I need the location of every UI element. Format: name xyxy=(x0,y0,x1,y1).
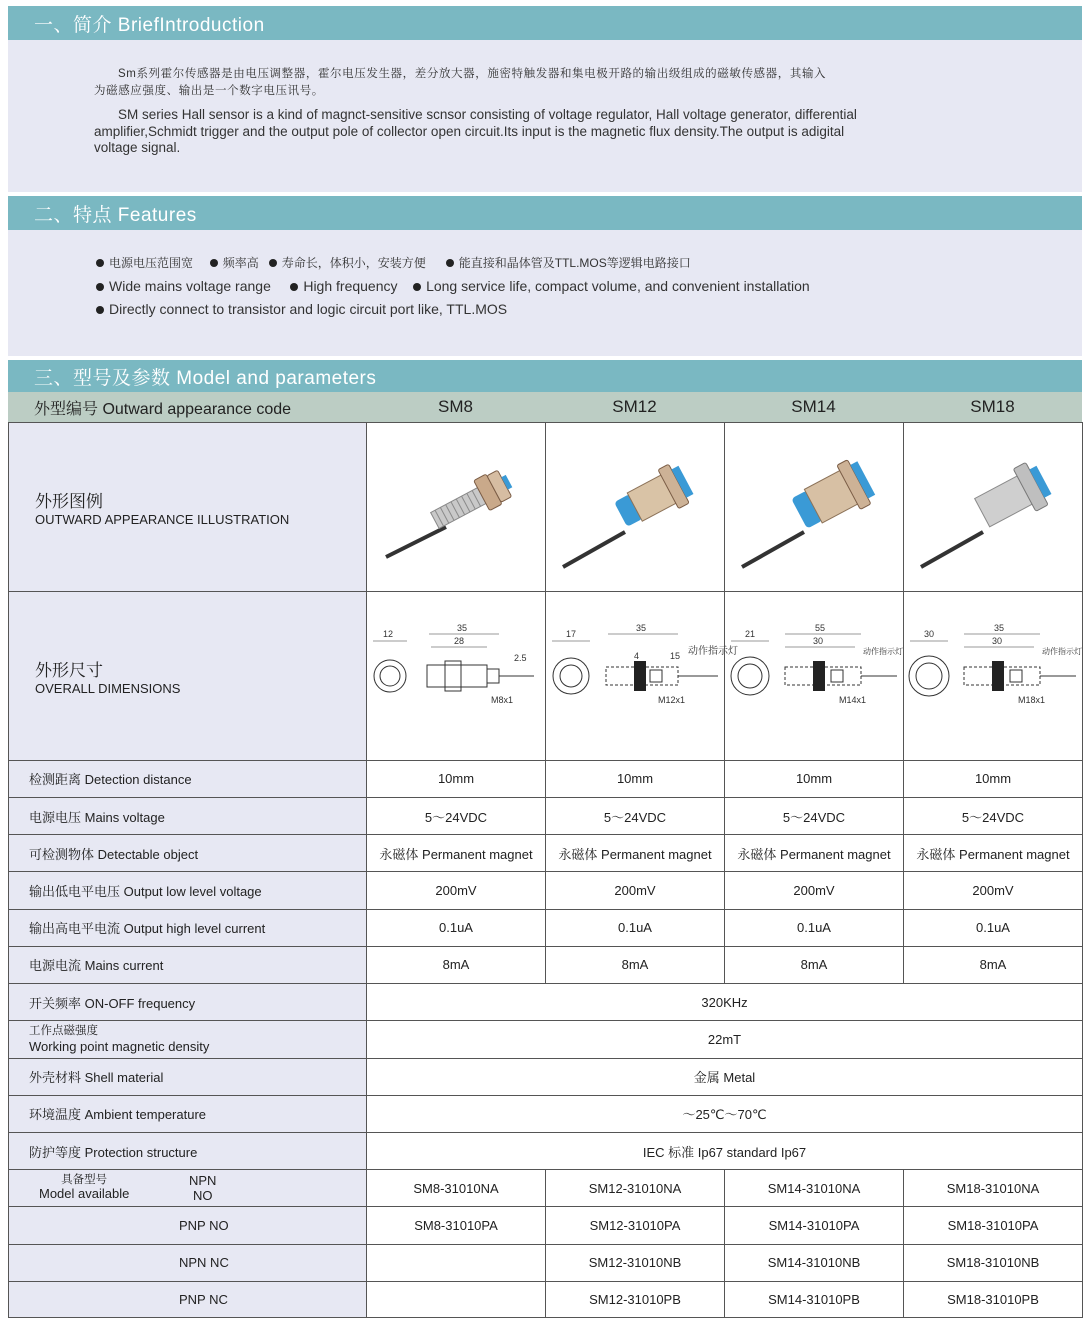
model-cell xyxy=(367,1281,546,1317)
bullet-icon xyxy=(413,283,421,291)
table-row xyxy=(9,946,1083,983)
cell: 0.1uA xyxy=(725,909,904,946)
cell: 5～24VDC xyxy=(904,798,1083,835)
bullet-icon xyxy=(96,306,104,314)
appearance-label: 外形图例 OUTWARD APPEARANCE ILLUSTRATION xyxy=(9,423,367,592)
merged-cell: 320KHz xyxy=(367,984,1083,1021)
model-cell: SM14-31010NB xyxy=(725,1244,904,1281)
model-header-sm18: SM18 xyxy=(970,397,1015,416)
dim-b-sm8: 35 xyxy=(456,622,467,633)
bullet-icon xyxy=(290,283,298,291)
intro-en-line2: amplifier,Schmidt trigger and the output pole of collector open circuit.Its input is the magnetic flux density.The output is adigital xyxy=(94,123,845,139)
features-cn-line xyxy=(96,252,1082,275)
model-header-sm12: SM12 xyxy=(612,397,657,416)
bullet-icon xyxy=(269,259,277,267)
row-label: 输出低电平电压 Output low level voltage xyxy=(9,872,367,909)
model-cell: SM14-31010PB xyxy=(725,1281,904,1317)
merged-cell: 22mT xyxy=(367,1021,1083,1058)
feature-cn: 寿命长，体积小，安装方便 xyxy=(281,256,426,270)
model-row xyxy=(9,1281,1083,1317)
intro-title: 一、简介 BriefIntroduction xyxy=(34,14,265,36)
features-en-line1 xyxy=(96,275,1082,298)
bullet-icon xyxy=(446,259,454,267)
feature-cn: 电源电压范围宽 xyxy=(109,256,194,270)
row-label: 输出高电平电流 Output high level current xyxy=(9,909,367,946)
row-label: 开关频率 ON-OFF frequency xyxy=(9,984,367,1021)
intro-cn-line1: Sm系列霍尔传感器是由电压调整器，霍尔电压发生器，差分放大器，施密特触发器和集电极开路的输出级组成的磁敏传感器，其输入 xyxy=(118,68,827,80)
cell: 0.1uA xyxy=(904,909,1083,946)
sensor-photo-sm12 xyxy=(546,423,725,592)
table-row xyxy=(9,1132,1083,1169)
model-row xyxy=(9,1244,1083,1281)
dim-a-sm18: 30 xyxy=(923,628,934,639)
sensor-photo-sm18 xyxy=(904,423,1083,592)
model-cell: SM12-31010PA xyxy=(546,1207,725,1244)
dim-c-sm18: 30 xyxy=(991,635,1002,646)
model-cell: SM14-31010PA xyxy=(725,1207,904,1244)
cell: 200mV xyxy=(367,872,546,909)
table-row xyxy=(9,835,1083,872)
cell: 5～24VDC xyxy=(725,798,904,835)
dim-c-sm8: 28 xyxy=(453,635,464,646)
row-label: 检测距离 Detection distance xyxy=(9,760,367,797)
model-type-label: PNP NO xyxy=(9,1207,367,1244)
model-row xyxy=(9,1170,1083,1207)
feature-en: Long service life, compact volume, and convenient installation xyxy=(426,278,810,294)
sensor-photo-sm14 xyxy=(725,423,904,592)
cell: 8mA xyxy=(546,946,725,983)
thread-sm18: M18x1 xyxy=(1017,694,1045,705)
table-row xyxy=(9,909,1083,946)
cell: 8mA xyxy=(367,946,546,983)
features-panel xyxy=(8,230,1082,356)
dimension-drawing-sm8 xyxy=(367,591,546,760)
dim-d-sm12: 15 xyxy=(669,650,680,661)
feature-en: Directly connect to transistor and logic circuit port like, TTL.MOS xyxy=(109,301,508,317)
cell: 10mm xyxy=(367,760,546,797)
cell: 5～24VDC xyxy=(546,798,725,835)
appearance-code-label: 外型编号 Outward appearance code xyxy=(34,400,292,418)
model-cell: SM12-31010NA xyxy=(546,1170,725,1207)
thread-sm14: M14x1 xyxy=(838,694,866,705)
feature-cn: 能直接和晶体管及TTL.MOS等逻辑电路接口 xyxy=(458,256,691,270)
dim-b-sm12: 35 xyxy=(635,622,646,633)
cell: 5～24VDC xyxy=(367,798,546,835)
row-label: 电源电压 Mains voltage xyxy=(9,798,367,835)
led-label-sm12: 动作指示灯 xyxy=(687,645,738,657)
sensor-photo-sm8 xyxy=(367,423,546,592)
table-row xyxy=(9,984,1083,1021)
cell: 10mm xyxy=(904,760,1083,797)
dim-d-sm8: 2.5 xyxy=(513,652,527,663)
led-label-sm14: 动作指示灯 xyxy=(862,646,903,656)
table-row xyxy=(9,1021,1083,1058)
model-cell: SM18-31010PB xyxy=(904,1281,1083,1317)
cell: 0.1uA xyxy=(546,909,725,946)
dim-c-sm14: 30 xyxy=(812,635,823,646)
row-label: 可检测物体 Detectable object xyxy=(9,835,367,872)
cell: 永磁体 Permanent magnet xyxy=(904,835,1083,872)
thread-sm12: M12x1 xyxy=(657,694,685,705)
merged-cell: ～25℃～70℃ xyxy=(367,1095,1083,1132)
table-row xyxy=(9,1095,1083,1132)
feature-en: Wide mains voltage range xyxy=(109,278,271,294)
model-cell: SM12-31010PB xyxy=(546,1281,725,1317)
cell: 8mA xyxy=(725,946,904,983)
appearance-code-bar xyxy=(8,392,1082,422)
merged-cell: 金属 Metal xyxy=(367,1058,1083,1095)
led-label-sm18: 动作指示灯 xyxy=(1041,646,1082,656)
cell: 0.1uA xyxy=(367,909,546,946)
dimension-drawing-sm12 xyxy=(546,591,738,760)
features-en-line2 xyxy=(96,298,1082,321)
model-cell: SM14-31010NA xyxy=(725,1170,904,1207)
dimensions-row xyxy=(9,591,1083,760)
model-cell: SM18-31010NA xyxy=(904,1170,1083,1207)
params-section-header xyxy=(8,360,1082,392)
model-available-label: 具备型号 Model available NPN NO xyxy=(9,1170,367,1207)
table-row xyxy=(9,798,1083,835)
row-label: 防护等度 Protection structure xyxy=(9,1132,367,1169)
dim-a-sm12: 17 xyxy=(565,628,576,639)
model-cell: SM18-31010PA xyxy=(904,1207,1083,1244)
parameters-table xyxy=(8,422,1083,1318)
model-header-sm8: SM8 xyxy=(438,397,473,416)
table-row xyxy=(9,760,1083,797)
thread-sm8: M8x1 xyxy=(490,694,513,705)
intro-en-line1: SM series Hall sensor is a kind of magnct-sensitive scnsor consisting of voltage regulator, Hall voltage generator, differential xyxy=(118,107,857,122)
dim-b-sm18: 35 xyxy=(993,622,1004,633)
cell: 200mV xyxy=(546,872,725,909)
row-label: 环境温度 Ambient temperature xyxy=(9,1095,367,1132)
params-title: 三、型号及参数 Model and parameters xyxy=(34,367,377,389)
model-header-sm14: SM14 xyxy=(791,397,836,416)
row-label: 外壳材料 Shell material xyxy=(9,1058,367,1095)
cell: 8mA xyxy=(904,946,1083,983)
intro-panel xyxy=(8,40,1082,192)
model-cell: SM12-31010NB xyxy=(546,1244,725,1281)
dim-a-sm14: 21 xyxy=(744,628,755,639)
dimension-drawing-sm14 xyxy=(725,591,904,760)
model-type-label: NPN NC xyxy=(9,1244,367,1281)
appearance-row xyxy=(9,423,1083,592)
table-row xyxy=(9,1058,1083,1095)
cell: 10mm xyxy=(546,760,725,797)
dimensions-label: 外形尺寸 OVERALL DIMENSIONS xyxy=(9,591,367,760)
bullet-icon xyxy=(96,259,104,267)
cell: 永磁体 Permanent magnet xyxy=(367,835,546,872)
merged-cell: IEC 标准 Ip67 standard Ip67 xyxy=(367,1132,1083,1169)
model-row xyxy=(9,1207,1083,1244)
cell: 200mV xyxy=(904,872,1083,909)
cell: 200mV xyxy=(725,872,904,909)
bullet-icon xyxy=(96,283,104,291)
features-section-header xyxy=(8,196,1082,230)
feature-cn: 频率高 xyxy=(222,256,259,270)
intro-section-header xyxy=(8,6,1082,40)
dim-c-sm12: 4 xyxy=(633,650,639,661)
table-row xyxy=(9,872,1083,909)
intro-cn-line2: 为磁感应强度、输出是一个数字电压讯号。 xyxy=(94,84,324,97)
feature-en: High frequency xyxy=(303,278,398,294)
model-cell: SM8-31010PA xyxy=(367,1207,546,1244)
row-label: 电源电流 Mains current xyxy=(9,946,367,983)
bullet-icon xyxy=(210,259,218,267)
intro-en-line3: voltage signal. xyxy=(94,140,181,155)
model-cell xyxy=(367,1244,546,1281)
cell: 10mm xyxy=(725,760,904,797)
row-label: 工作点磁强度 Working point magnetic density xyxy=(9,1021,367,1058)
cell: 永磁体 Permanent magnet xyxy=(546,835,725,872)
dim-a-sm8: 12 xyxy=(382,628,393,639)
dim-b-sm14: 55 xyxy=(814,622,825,633)
cell: 永磁体 Permanent magnet xyxy=(725,835,904,872)
model-type-label: PNP NC xyxy=(9,1281,367,1317)
model-cell: SM8-31010NA xyxy=(367,1170,546,1207)
features-title: 二、特点 Features xyxy=(34,204,197,226)
dimension-drawing-sm18 xyxy=(904,591,1083,760)
model-cell: SM18-31010NB xyxy=(904,1244,1083,1281)
